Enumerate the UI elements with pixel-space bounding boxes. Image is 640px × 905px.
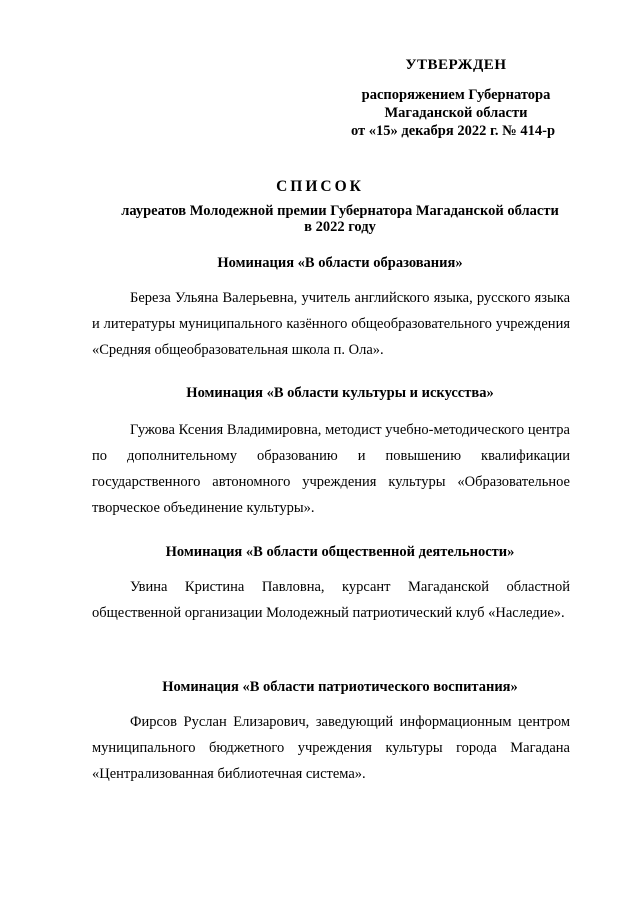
nomination-text-education: Береза Ульяна Валерьевна, учитель английского языка, русского языка и литературы муниципального казённого общеобразовательного учреждения «Средняя общеобразовательная школа п. Ола». <box>92 290 570 358</box>
document-subtitle-line-1: лауреатов Молодежной премии Губернатора Магаданской области <box>121 203 559 219</box>
nomination-title-education: Номинация «В области образования» <box>217 255 463 271</box>
approval-line-1: распоряжением Губернатора <box>361 87 551 103</box>
document-subtitle-line-2: в 2022 году <box>304 219 376 235</box>
nomination-text-culture: Гужова Ксения Владимировна, методист учебно-методического центра по дополнительному образованию и повышению квалификации государственного автономного учреждения культуры «Образовательное творческое объединение культуры». <box>92 422 570 516</box>
nomination-text-patriotic: Фирсов Руслан Елизарович, заведующий информационным центром муниципального бюджетного учреждения культуры города Магадана «Централизованная библиотечная система». <box>92 714 570 782</box>
nomination-text-public-activity: Увина Кристина Павловна, курсант Магаданской областной общественной организации Молодежный патриотический клуб «Наследие». <box>92 579 570 621</box>
approval-date-line: от «15» декабря 2022 г. № 414-р <box>350 123 556 139</box>
nomination-title-culture: Номинация «В области культуры и искусства» <box>186 385 494 401</box>
document-title: СПИСОК <box>276 178 364 195</box>
approval-stamp <box>336 56 576 140</box>
document-subtitle <box>60 203 620 235</box>
nomination-title-patriotic: Номинация «В области патриотического воспитания» <box>162 679 518 695</box>
nomination-title-public-activity: Номинация «В области общественной деятельности» <box>165 544 515 560</box>
approval-line-2: Магаданской области <box>384 105 528 121</box>
approval-title: УТВЕРЖДЕН <box>405 57 507 73</box>
